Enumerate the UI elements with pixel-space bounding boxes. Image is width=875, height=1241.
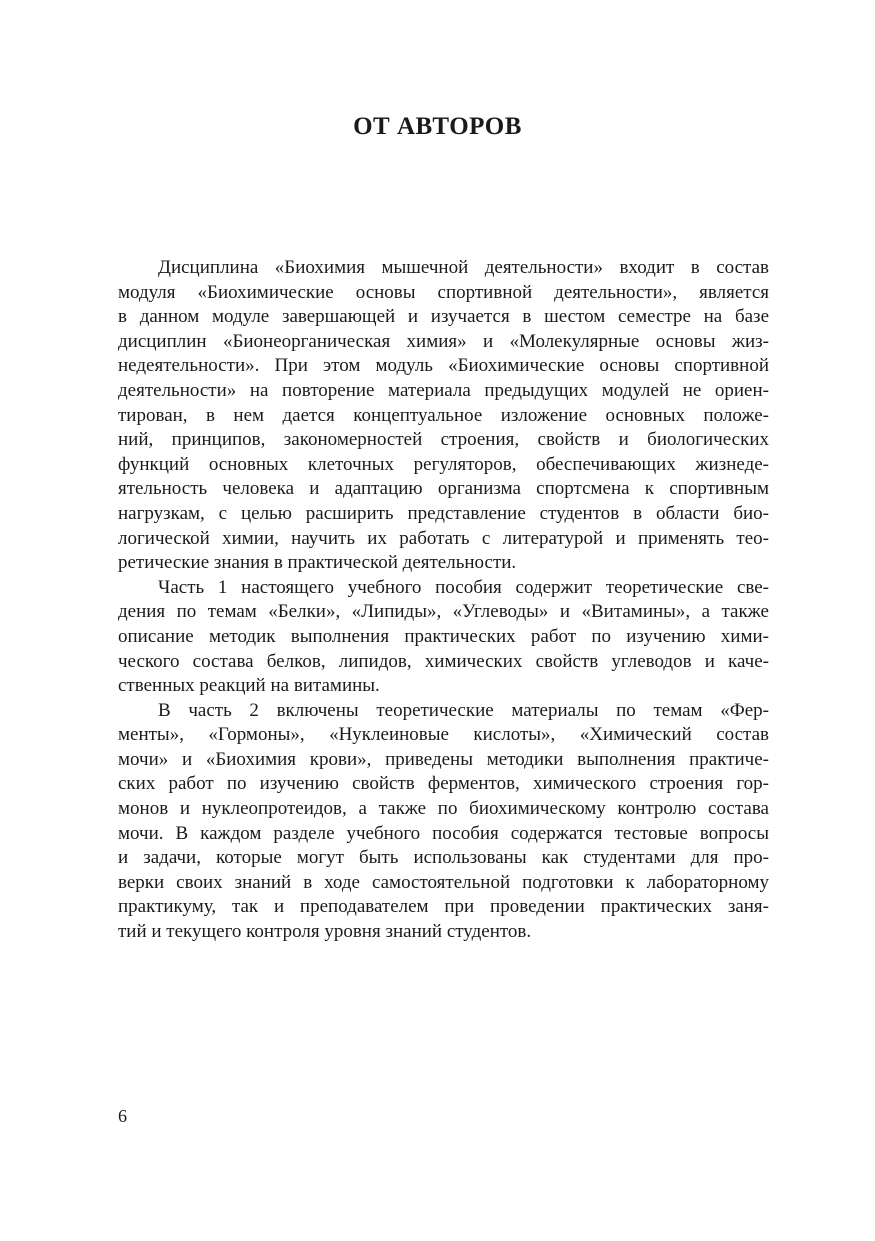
text-line: Часть 1 настоящего учебного пособия содержит теоретические све- — [158, 576, 769, 598]
text-line: ретические знания в практической деятельности. — [118, 552, 517, 574]
text-line: ственных реакций на витамины. — [118, 675, 380, 697]
text-line: нагрузкам, с целью расширить представление студентов в области био- — [118, 502, 769, 524]
page-title: ОТ АВТОРОВ — [353, 113, 522, 140]
text-line: в данном модуле завершающей и изучается в шестом семестре на базе — [118, 306, 769, 328]
text-line: и задачи, которые могут быть использованы как студентами для про- — [118, 847, 769, 869]
text-line: практикуму, так и преподавателем при проведении практических заня- — [118, 896, 769, 918]
page-number: 6 — [118, 1106, 127, 1126]
text-line: недеятельности». При этом модуль «Биохимические основы спортивной — [118, 355, 769, 377]
text-line: мочи. В каждом разделе учебного пособия содержатся тестовые вопросы — [118, 822, 769, 844]
paragraph-1 — [118, 256, 769, 576]
text-line: Дисциплина «Биохимия мышечной деятельности» входит в состав — [158, 257, 769, 278]
text-line: В часть 2 включены теоретические материалы по темам «Фер- — [158, 699, 769, 721]
text-line: деятельности» на повторение материала предыдущих модулей не ориен- — [118, 379, 769, 401]
text-line: логической химии, научить их работать с литературой и применять тео- — [118, 527, 769, 549]
text-line: модуля «Биохимические основы спортивной деятельности», является — [118, 281, 769, 303]
paragraph-3 — [118, 699, 769, 945]
text-line: дения по темам «Белки», «Липиды», «Углеводы» и «Витамины», а также — [118, 601, 769, 623]
text-line: функций основных клеточных регуляторов, обеспечивающих жизнеде- — [118, 453, 769, 475]
text-line: мочи» и «Биохимия крови», приведены методики выполнения практиче- — [118, 748, 769, 770]
text-line: дисциплин «Бионеорганическая химия» и «Молекулярные основы жиз- — [118, 330, 769, 352]
text-line: верки своих знаний в ходе самостоятельной подготовки к лабораторному — [118, 871, 769, 893]
paragraph-2 — [118, 576, 769, 699]
text-line: ний, принципов, закономерностей строения, свойств и биологических — [118, 429, 769, 451]
text-line: монов и нуклеопротеидов, а также по биохимическому контролю состава — [118, 798, 769, 820]
body-text — [118, 256, 769, 945]
text-line: менты», «Гормоны», «Нуклеиновые кислоты», «Химический состав — [118, 724, 769, 746]
text-line: ческого состава белков, липидов, химических свойств углеводов и каче- — [118, 650, 769, 672]
text-line: ятельность человека и адаптацию организма спортсмена к спортивным — [118, 478, 769, 500]
text-line: тий и текущего контроля уровня знаний студентов. — [118, 921, 532, 943]
text-line: тирован, в нем дается концептуальное изложение основных положе- — [118, 404, 769, 426]
text-line: ских работ по изучению свойств ферментов, химического строения гор- — [118, 773, 769, 795]
text-line: описание методик выполнения практических работ по изучению хими- — [118, 625, 769, 647]
